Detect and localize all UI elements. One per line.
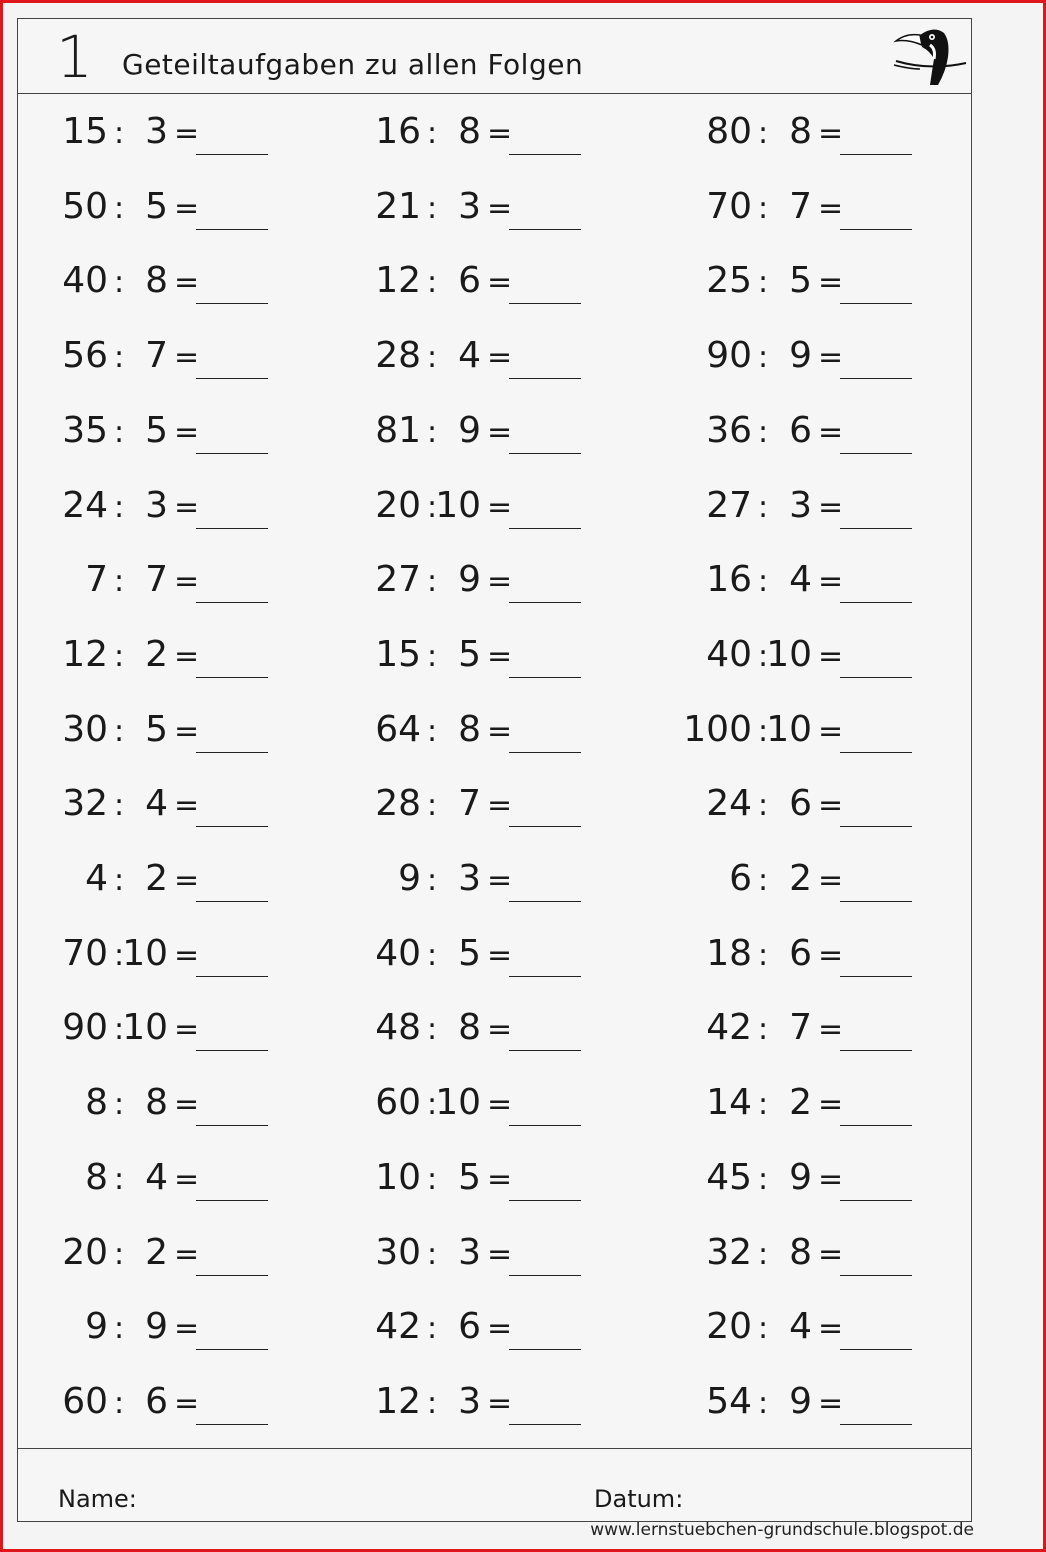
worksheet-footer bbox=[18, 1448, 971, 1524]
divisor: 9 bbox=[789, 335, 812, 377]
equals-sign: = bbox=[174, 1012, 200, 1048]
equals-sign: = bbox=[818, 1161, 844, 1197]
answer-blank[interactable] bbox=[196, 453, 268, 454]
task-row bbox=[18, 467, 971, 541]
division-sign: : bbox=[113, 713, 125, 749]
equals-sign: = bbox=[174, 340, 200, 376]
division-sign: : bbox=[426, 1236, 438, 1272]
dividend: 35 bbox=[62, 409, 108, 451]
task-row bbox=[18, 915, 971, 989]
divisor: 4 bbox=[789, 559, 812, 601]
answer-blank[interactable] bbox=[840, 1349, 912, 1350]
equals-sign: = bbox=[174, 414, 200, 450]
divisor: 10 bbox=[435, 484, 481, 526]
equals-sign: = bbox=[174, 265, 200, 301]
answer-blank[interactable] bbox=[509, 976, 581, 977]
answer-blank[interactable] bbox=[840, 1200, 912, 1201]
dividend: 28 bbox=[375, 335, 421, 377]
division-sign: : bbox=[757, 340, 769, 376]
equals-sign: = bbox=[487, 1161, 513, 1197]
divisor: 7 bbox=[145, 559, 168, 601]
divisor: 2 bbox=[789, 1082, 812, 1124]
dividend: 15 bbox=[62, 111, 108, 152]
answer-blank[interactable] bbox=[840, 602, 912, 603]
division-sign: : bbox=[113, 863, 125, 898]
division-sign: : bbox=[426, 937, 438, 973]
dividend: 20 bbox=[62, 1231, 108, 1273]
dividend: 56 bbox=[62, 335, 108, 377]
equals-sign: = bbox=[487, 638, 513, 674]
division-sign: : bbox=[757, 564, 769, 600]
answer-blank[interactable] bbox=[196, 303, 268, 304]
dividend: 24 bbox=[706, 783, 752, 825]
answer-blank[interactable] bbox=[509, 901, 581, 902]
division-sign: : bbox=[757, 1311, 769, 1347]
dividend: 16 bbox=[375, 111, 421, 152]
equals-sign: = bbox=[818, 1087, 844, 1123]
task-row bbox=[18, 242, 971, 316]
division-sign: : bbox=[757, 1161, 769, 1197]
dividend: 60 bbox=[375, 1082, 421, 1124]
equals-sign: = bbox=[174, 788, 200, 824]
divisor: 5 bbox=[145, 708, 168, 750]
equals-sign: = bbox=[818, 489, 844, 525]
task-row bbox=[18, 989, 971, 1063]
dividend: 8 bbox=[85, 1082, 108, 1124]
dividend: 28 bbox=[375, 783, 421, 825]
division-sign: : bbox=[426, 190, 438, 226]
answer-blank[interactable] bbox=[509, 1050, 581, 1051]
equals-sign: = bbox=[818, 414, 844, 450]
answer-blank[interactable] bbox=[509, 229, 581, 230]
equals-sign: = bbox=[174, 1087, 200, 1123]
divisor: 4 bbox=[789, 1306, 812, 1348]
answer-blank[interactable] bbox=[840, 453, 912, 454]
equals-sign: = bbox=[487, 564, 513, 600]
division-sign: : bbox=[113, 1236, 125, 1272]
dividend: 20 bbox=[375, 484, 421, 526]
equals-sign: = bbox=[487, 1236, 513, 1272]
answer-blank[interactable] bbox=[840, 1125, 912, 1126]
equals-sign: = bbox=[174, 1236, 200, 1272]
task-row bbox=[18, 392, 971, 466]
dividend: 40 bbox=[375, 932, 421, 974]
answer-blank[interactable] bbox=[509, 1200, 581, 1201]
answer-blank[interactable] bbox=[196, 1050, 268, 1051]
name-label: Name: bbox=[58, 1485, 137, 1513]
division-sign: : bbox=[426, 1311, 438, 1347]
dividend: 9 bbox=[85, 1306, 108, 1348]
divisor: 4 bbox=[145, 783, 168, 825]
division-sign: : bbox=[113, 190, 125, 226]
dividend: 15 bbox=[375, 633, 421, 675]
divisor: 6 bbox=[789, 932, 812, 974]
divisor: 5 bbox=[145, 409, 168, 451]
division-sign: : bbox=[426, 1012, 438, 1048]
dividend: 32 bbox=[62, 783, 108, 825]
answer-blank[interactable] bbox=[509, 677, 581, 678]
answer-blank[interactable] bbox=[509, 602, 581, 603]
dividend: 32 bbox=[706, 1231, 752, 1273]
division-sign: : bbox=[113, 1087, 125, 1123]
divisor: 3 bbox=[458, 1231, 481, 1273]
equals-sign: = bbox=[487, 713, 513, 749]
equals-sign: = bbox=[174, 116, 200, 151]
answer-blank[interactable] bbox=[840, 901, 912, 902]
division-sign: : bbox=[426, 788, 438, 824]
website-url: www.lernstuebchen-grundschule.blogspot.de bbox=[590, 1520, 974, 1540]
division-sign: : bbox=[426, 1161, 438, 1197]
task-row bbox=[18, 1139, 971, 1213]
answer-blank[interactable] bbox=[196, 1125, 268, 1126]
dividend: 27 bbox=[706, 484, 752, 526]
answer-blank[interactable] bbox=[840, 1050, 912, 1051]
equals-sign: = bbox=[487, 414, 513, 450]
equals-sign: = bbox=[487, 788, 513, 824]
equals-sign: = bbox=[818, 638, 844, 674]
equals-sign: = bbox=[818, 1236, 844, 1272]
date-label: Datum: bbox=[594, 1485, 684, 1513]
divisor: 8 bbox=[789, 111, 812, 152]
division-sign: : bbox=[757, 1385, 769, 1421]
equals-sign: = bbox=[487, 265, 513, 301]
equals-sign: = bbox=[487, 863, 513, 898]
divisor: 8 bbox=[458, 1007, 481, 1049]
divisor: 2 bbox=[145, 633, 168, 675]
divisor: 8 bbox=[458, 111, 481, 152]
dividend: 12 bbox=[62, 633, 108, 675]
answer-blank[interactable] bbox=[196, 752, 268, 753]
division-sign: : bbox=[426, 1385, 438, 1421]
division-sign: : bbox=[113, 1012, 125, 1048]
answer-blank[interactable] bbox=[509, 1125, 581, 1126]
divisor: 6 bbox=[789, 409, 812, 451]
sheet-number: 1 bbox=[56, 23, 93, 91]
dividend: 81 bbox=[375, 409, 421, 451]
equals-sign: = bbox=[487, 1311, 513, 1347]
division-sign: : bbox=[426, 116, 438, 151]
divisor: 6 bbox=[789, 783, 812, 825]
divisor: 10 bbox=[766, 633, 812, 675]
equals-sign: = bbox=[818, 713, 844, 749]
divisor: 6 bbox=[145, 1380, 168, 1422]
answer-blank[interactable] bbox=[840, 528, 912, 529]
divisor: 10 bbox=[122, 1007, 168, 1049]
answer-blank[interactable] bbox=[509, 154, 581, 155]
answer-blank[interactable] bbox=[840, 154, 912, 155]
answer-blank[interactable] bbox=[840, 976, 912, 977]
division-sign: : bbox=[757, 1236, 769, 1272]
answer-blank[interactable] bbox=[196, 602, 268, 603]
equals-sign: = bbox=[818, 190, 844, 226]
divisor: 8 bbox=[145, 260, 168, 302]
task-row bbox=[18, 1214, 971, 1288]
task-row bbox=[18, 1363, 971, 1437]
task-row bbox=[18, 1288, 971, 1362]
equals-sign: = bbox=[487, 489, 513, 525]
dividend: 40 bbox=[706, 633, 752, 675]
divisor: 4 bbox=[458, 335, 481, 377]
equals-sign: = bbox=[174, 190, 200, 226]
dividend: 27 bbox=[375, 559, 421, 601]
dividend: 4 bbox=[85, 858, 108, 899]
task-row bbox=[18, 765, 971, 839]
dividend: 42 bbox=[706, 1007, 752, 1049]
equals-sign: = bbox=[487, 937, 513, 973]
division-sign: : bbox=[426, 564, 438, 600]
dividend: 64 bbox=[375, 708, 421, 750]
equals-sign: = bbox=[174, 713, 200, 749]
dividend: 6 bbox=[729, 858, 752, 899]
worksheet-header bbox=[18, 19, 971, 94]
answer-blank[interactable] bbox=[840, 677, 912, 678]
dividend: 20 bbox=[706, 1306, 752, 1348]
answer-blank[interactable] bbox=[840, 303, 912, 304]
equals-sign: = bbox=[818, 863, 844, 898]
answer-blank[interactable] bbox=[196, 528, 268, 529]
equals-sign: = bbox=[174, 863, 200, 898]
dividend: 70 bbox=[62, 932, 108, 974]
task-row bbox=[18, 93, 971, 167]
answer-blank[interactable] bbox=[509, 528, 581, 529]
answer-blank[interactable] bbox=[196, 1424, 268, 1425]
dividend: 21 bbox=[375, 185, 421, 227]
answer-blank[interactable] bbox=[840, 1275, 912, 1276]
answer-blank[interactable] bbox=[509, 826, 581, 827]
answer-blank[interactable] bbox=[196, 1200, 268, 1201]
answer-blank[interactable] bbox=[196, 677, 268, 678]
divisor: 3 bbox=[458, 858, 481, 899]
equals-sign: = bbox=[818, 937, 844, 973]
dividend: 30 bbox=[62, 708, 108, 750]
divisor: 10 bbox=[435, 1082, 481, 1124]
task-row bbox=[18, 317, 971, 391]
divisor: 7 bbox=[789, 1007, 812, 1049]
divisor: 7 bbox=[458, 783, 481, 825]
answer-blank[interactable] bbox=[509, 378, 581, 379]
answer-blank[interactable] bbox=[840, 378, 912, 379]
equals-sign: = bbox=[818, 340, 844, 376]
divisor: 9 bbox=[458, 559, 481, 601]
equals-sign: = bbox=[487, 1087, 513, 1123]
divisor: 4 bbox=[145, 1156, 168, 1198]
dividend: 12 bbox=[375, 1380, 421, 1422]
dividend: 30 bbox=[375, 1231, 421, 1273]
division-sign: : bbox=[757, 116, 769, 151]
task-row bbox=[18, 616, 971, 690]
dividend: 14 bbox=[706, 1082, 752, 1124]
divisor: 9 bbox=[458, 409, 481, 451]
equals-sign: = bbox=[174, 638, 200, 674]
division-sign: : bbox=[757, 1012, 769, 1048]
equals-sign: = bbox=[487, 1012, 513, 1048]
equals-sign: = bbox=[818, 265, 844, 301]
divisor: 6 bbox=[458, 260, 481, 302]
divisor: 3 bbox=[789, 484, 812, 526]
division-sign: : bbox=[426, 863, 438, 898]
division-sign: : bbox=[113, 116, 125, 151]
division-sign: : bbox=[426, 638, 438, 674]
equals-sign: = bbox=[174, 1161, 200, 1197]
division-sign: : bbox=[113, 937, 125, 973]
answer-blank[interactable] bbox=[196, 976, 268, 977]
division-sign: : bbox=[426, 489, 438, 525]
equals-sign: = bbox=[174, 489, 200, 525]
dividend: 12 bbox=[375, 260, 421, 302]
answer-blank[interactable] bbox=[196, 229, 268, 230]
equals-sign: = bbox=[818, 1012, 844, 1048]
division-sign: : bbox=[757, 265, 769, 301]
division-sign: : bbox=[113, 638, 125, 674]
dividend: 90 bbox=[706, 335, 752, 377]
division-sign: : bbox=[113, 1385, 125, 1421]
division-sign: : bbox=[757, 638, 769, 674]
division-sign: : bbox=[113, 564, 125, 600]
equals-sign: = bbox=[487, 1385, 513, 1421]
divisor: 5 bbox=[458, 932, 481, 974]
division-sign: : bbox=[757, 489, 769, 525]
equals-sign: = bbox=[818, 1311, 844, 1347]
divisor: 8 bbox=[145, 1082, 168, 1124]
divisor: 10 bbox=[766, 708, 812, 750]
divisor: 2 bbox=[789, 858, 812, 899]
answer-blank[interactable] bbox=[509, 1424, 581, 1425]
equals-sign: = bbox=[487, 190, 513, 226]
dividend: 36 bbox=[706, 409, 752, 451]
division-sign: : bbox=[426, 1087, 438, 1123]
answer-blank[interactable] bbox=[196, 1349, 268, 1350]
division-sign: : bbox=[757, 713, 769, 749]
divisor: 9 bbox=[789, 1380, 812, 1422]
answer-blank[interactable] bbox=[840, 752, 912, 753]
division-sign: : bbox=[757, 937, 769, 973]
answer-blank[interactable] bbox=[509, 303, 581, 304]
equals-sign: = bbox=[174, 564, 200, 600]
dividend: 18 bbox=[706, 932, 752, 974]
dividend: 7 bbox=[85, 559, 108, 601]
division-sign: : bbox=[757, 788, 769, 824]
dividend: 48 bbox=[375, 1007, 421, 1049]
answer-blank[interactable] bbox=[196, 826, 268, 827]
equals-sign: = bbox=[174, 1385, 200, 1421]
equals-sign: = bbox=[174, 1311, 200, 1347]
division-sign: : bbox=[757, 863, 769, 898]
division-sign: : bbox=[426, 265, 438, 301]
division-sign: : bbox=[426, 340, 438, 376]
divisor: 3 bbox=[458, 1380, 481, 1422]
division-sign: : bbox=[113, 340, 125, 376]
divisor: 5 bbox=[458, 633, 481, 675]
division-sign: : bbox=[757, 414, 769, 450]
dividend: 80 bbox=[706, 111, 752, 152]
divisor: 7 bbox=[145, 335, 168, 377]
dividend: 70 bbox=[706, 185, 752, 227]
dividend: 50 bbox=[62, 185, 108, 227]
answer-blank[interactable] bbox=[196, 1275, 268, 1276]
division-sign: : bbox=[113, 489, 125, 525]
sheet-title: Geteiltaufgaben zu allen Folgen bbox=[122, 48, 584, 81]
dividend: 42 bbox=[375, 1306, 421, 1348]
dividend: 60 bbox=[62, 1380, 108, 1422]
answer-blank[interactable] bbox=[196, 154, 268, 155]
toucan-icon bbox=[890, 23, 970, 89]
equals-sign: = bbox=[487, 340, 513, 376]
divisor: 5 bbox=[789, 260, 812, 302]
divisor: 9 bbox=[145, 1306, 168, 1348]
answer-blank[interactable] bbox=[840, 229, 912, 230]
answer-blank[interactable] bbox=[509, 752, 581, 753]
dividend: 54 bbox=[706, 1380, 752, 1422]
answer-blank[interactable] bbox=[196, 378, 268, 379]
divisor: 8 bbox=[789, 1231, 812, 1273]
answer-blank[interactable] bbox=[840, 1424, 912, 1425]
divisor: 2 bbox=[145, 858, 168, 899]
division-sign: : bbox=[113, 1311, 125, 1347]
dividend: 9 bbox=[398, 858, 421, 899]
dividend: 40 bbox=[62, 260, 108, 302]
divisor: 9 bbox=[789, 1156, 812, 1198]
equals-sign: = bbox=[818, 116, 844, 151]
answer-blank[interactable] bbox=[509, 1275, 581, 1276]
division-sign: : bbox=[757, 190, 769, 226]
task-row bbox=[18, 1064, 971, 1138]
worksheet bbox=[17, 18, 972, 1522]
divisor: 6 bbox=[458, 1306, 481, 1348]
dividend: 25 bbox=[706, 260, 752, 302]
dividend: 90 bbox=[62, 1007, 108, 1049]
divisor: 7 bbox=[789, 185, 812, 227]
equals-sign: = bbox=[174, 937, 200, 973]
dividend: 45 bbox=[706, 1156, 752, 1198]
dividend: 16 bbox=[706, 559, 752, 601]
equals-sign: = bbox=[487, 116, 513, 151]
dividend: 24 bbox=[62, 484, 108, 526]
division-sign: : bbox=[113, 414, 125, 450]
answer-blank[interactable] bbox=[509, 1349, 581, 1350]
equals-sign: = bbox=[818, 1385, 844, 1421]
task-row bbox=[18, 168, 971, 242]
task-row bbox=[18, 691, 971, 765]
answer-blank[interactable] bbox=[196, 901, 268, 902]
divisor: 8 bbox=[458, 708, 481, 750]
dividend: 10 bbox=[375, 1156, 421, 1198]
division-sign: : bbox=[426, 713, 438, 749]
divisor: 2 bbox=[145, 1231, 168, 1273]
divisor: 3 bbox=[458, 185, 481, 227]
dividend: 100 bbox=[683, 708, 752, 750]
divisor: 5 bbox=[145, 185, 168, 227]
division-sign: : bbox=[113, 1161, 125, 1197]
division-sign: : bbox=[757, 1087, 769, 1123]
division-sign: : bbox=[113, 265, 125, 301]
answer-blank[interactable] bbox=[509, 453, 581, 454]
answer-blank[interactable] bbox=[840, 826, 912, 827]
divisor: 5 bbox=[458, 1156, 481, 1198]
task-row bbox=[18, 840, 971, 914]
divisor: 3 bbox=[145, 111, 168, 152]
division-sign: : bbox=[113, 788, 125, 824]
equals-sign: = bbox=[818, 788, 844, 824]
task-row bbox=[18, 541, 971, 615]
divisor: 3 bbox=[145, 484, 168, 526]
equals-sign: = bbox=[818, 564, 844, 600]
dividend: 8 bbox=[85, 1156, 108, 1198]
divisor: 10 bbox=[122, 932, 168, 974]
division-sign: : bbox=[426, 414, 438, 450]
